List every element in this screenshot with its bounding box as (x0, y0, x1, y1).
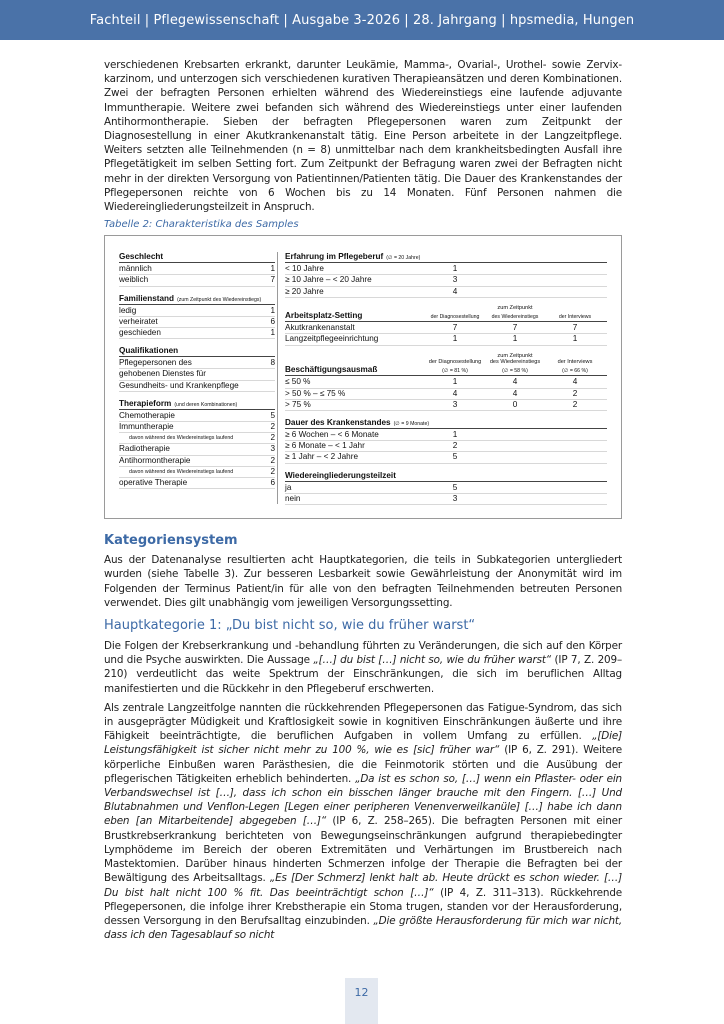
table-row: Immuntherapie 2 (119, 422, 275, 433)
sample-characteristics-table (104, 235, 622, 519)
table-row: > 75 % 3 0 2 (285, 400, 607, 411)
paragraph-1: Die Folgen der Krebserkrankung und -behandlung führten zu Veränderungen, die sich auf den Körper und die Psyche auswirkten. Die Aussage „[…] du bist […] nicht so, wie du früher warst“ (IP 7, Z. 209–210) verdeutlicht das weite Spektrum der Einschränkungen, die sich im beruflichen Alltag manifestierten und die Rückkehr in den Pflegeberuf erschwerten. (104, 640, 623, 695)
section-heading: Kategoriensystem (104, 533, 238, 549)
intro-paragraph: verschiedenen Krebsarten erkrankt, darunter Leukämie, Mamma-, Ovarial-, Urothel- sowie Zervix-karzinom, und unterzogen sich verschiedenen kurativen Therapieansätzen und deren Kombinationen. Zwei der befragten Personen erhielten während des Wiedereinstiegs eine laufende adjuvante Immuntherapie. Weitere zwei befanden sich während des Wiedereinstiegs unter einer laufenden Antihormontherapie. Sieben der befragten Pflegepersonen waren zum Zeitpunkt der Diagnosestellung in einer Akutkrankenanstalt tätig. Eine Person arbeitete in der Langzeitpflege. Weiters setzten alle Teilnehmenden (n = 8) unmittelbar nach dem krankheitsbedingten Ausfall ihre Pflegetätigkeit im selben Setting fort. Zum Zeitpunkt der Befragung waren zwei der Befragten nicht mehr in der direkten Versorgung von Patientinnen/Patienten tätig. Die Dauer des Krankenstandes der Pflegepersonen reichte von 6 Wochen bis zu 14 Monaten. Fünf Personen nahmen die Wiedereingliederungsteilzeit in Anspruch. (104, 59, 622, 214)
table-row: > 50 % – ≤ 75 % 4 4 2 (285, 389, 607, 400)
erfahrung-heading: Erfahrung im Pflegeberuf (∅ = 20 Jahre) (285, 252, 607, 263)
quote: „[Die] Leistungsfähigkeit ist sicher nicht mehr zu 100 %, wie es [sic] früher war“ (104, 730, 622, 757)
quote: „Es [Der Schmerz] lenkt halt ab. Heute drückt es schon wieder. […] Du bist halt nicht 100 % fit. Das beeinträchtigt schon […]“ (104, 872, 623, 899)
table-row: Langzeitpflegeeinrichtung 1 1 1 (285, 334, 607, 345)
table-row: weiblich 7 (119, 275, 275, 286)
table-row: Chemotherapie 5 (119, 411, 275, 422)
page-number: 12 (345, 978, 378, 1024)
paragraph-2: Als zentrale Langzeitfolge nannten die rückkehrenden Pflegepersonen das Fatigue-Syndrom, das sich in ausgeprägter Müdigkeit und Kraftlosigkeit sowie in kognitiven Einschränkungen äußerte und ihre Fähigkeit beeinträchtigte, die beruflichen Aufgaben in vollem Umfang zu erfüllen. „[Die] Leistungsfähigkeit ist sicher nicht mehr zu 100 %, wie es [sic] früher war“ (IP 6, Z. 291). Weitere körperliche Einbußen waren Parästhesien, die die Feinmotorik störten und die Ausübung der pflegerischen Tätigkeiten erheblich behinderten. „Da ist es schon so, […] wenn ein Pflaster- oder ein Verbandswechsel ist […], dass ich schon ein bisschen länger brauche mit den Fingern. […] Und Blutabnahmen und Venflon-Legen [Legen einer peripheren Venenverweilkanüle] […] habe ich dann eben [an Mitarbeitende] abgegeben […]“ (IP 6, Z. 258–265). Die befragten Personen mit einer Brustkrebserkrankung berichteten von Bewegungseinschränkungen aufgrund therapiebedingter Lymphödeme im Bereich der oberen Extremitäten und Verhärtungen im Brustbereich nach Mastektomien. Darüber hinaus hinderten Schmerzen infolge der Therapie die Befragten bei der Bewältigung des Arbeitsalltags. „Es [Der Schmerz] lenkt halt ab. Heute drückt es schon wieder. […] Du bist halt nicht 100 % fit. Das beeinträchtigt schon […]“ (IP 4, Z. 311–313). Rückkehrende Pflegepersonen, die infolge ihrer Krebstherapie ein Stoma trugen, standen vor der Herausforderung, dessen Versorgung in den Berufsalltag einzubinden. „Die größte Herausforderung für mich war nicht, dass ich den Tagesablauf so nicht (104, 701, 623, 942)
table-caption: Tabelle 2: Charakteristika des Samples (104, 219, 299, 231)
arbeitsplatz-column-header-top: zum Zeitpunkt (497, 304, 533, 311)
table-row: operative Therapie 6 (119, 478, 275, 489)
table-row: Antihormontherapie 2 (119, 456, 275, 467)
table-row: ≥ 10 Jahre – < 20 Jahre 3 (285, 275, 607, 286)
table-row: ≤ 50 % 1 4 4 (285, 377, 607, 388)
familienstand-heading: Familienstand (zum Zeitpunkt des Wiedereinstiegs) (119, 294, 275, 305)
running-header (0, 0, 724, 40)
table-row: verheiratet 6 (119, 317, 275, 328)
arbeitsplatz-heading: Arbeitsplatz-Setting der Diagnosestellung des Wiedereinstiegs der Interviews (285, 311, 607, 322)
quote: „Da ist es schon so, […] wenn ein Pflaster- oder ein Verbandswechsel ist […], dass ich schon ein bisschen länger brauche mit den Fingern. […] Und Blutabnahmen und Venflon-Legen [Legen einer peripheren Venenverweilkanüle] […] habe ich dann eben [an Mitarbeitende] abgegeben […]“ (104, 772, 622, 828)
table-column-divider (277, 252, 278, 504)
table-row: ≥ 20 Jahre 4 (285, 287, 607, 298)
table-row: Pflegepersonen des 8 (119, 358, 275, 369)
geschlecht-heading: Geschlecht (119, 252, 275, 263)
table-row: ≥ 6 Wochen – < 6 Monate 1 (285, 430, 607, 441)
krankenstand-heading: Dauer des Krankenstandes (∅ = 9 Monate) (285, 418, 607, 429)
section-paragraph: Aus der Datenanalyse resultierten acht Hauptkategorien, die teils in Subkategorien untergliedert wurden (siehe Tabelle 3). Zur besseren Lesbarkeit sowie Gewährleistung der Anonymität wird im Folgenden der Terminus Patient/in für alle von den befragten Teilnehmenden betreuten Personen verwendet. Dies gilt unabhängig vom jeweiligen Versorgungssetting. (104, 554, 622, 609)
table-row: gehobenen Dienstes für (119, 369, 275, 380)
table-row: geschieden 1 (119, 328, 275, 339)
table-right-column (285, 252, 607, 505)
table-row: < 10 Jahre 1 (285, 264, 607, 275)
beschaeftigung-column-header: der Diagnosestellung des Wiedereinstiegs der Interviews (428, 359, 593, 366)
beschaeftigung-heading: Beschäftigungsausmaß (∅ = 81 %) (∅ = 58 %) (∅ = 66 %) (285, 365, 607, 376)
table-row: ≥ 1 Jahr – < 2 Jahre 5 (285, 452, 607, 463)
table-row: Gesundheits- und Krankenpflege (119, 381, 275, 392)
table-row: ja 5 (285, 483, 607, 494)
table-row: Radiotherapie 3 (119, 444, 275, 455)
therapieform-heading: Therapieform (und deren Kombinationen) (119, 399, 275, 410)
beschaeftigung-column-header-top: zum Zeitpunkt (497, 352, 533, 359)
table-row: ledig 1 (119, 306, 275, 317)
table-row: Akutkrankenanstalt 7 7 7 (285, 323, 607, 334)
table-left-column (119, 252, 275, 489)
running-title: Fachteil | Pflegewissenschaft | Ausgabe 3-2026 | 28. Jahrgang | hpsmedia, Hungen (89, 12, 635, 28)
table-row: davon während des Wiedereinstiegs laufend 2 (119, 433, 275, 444)
quote: „Die größte Herausforderung für mich war nicht, dass ich den Tagesablauf so nicht (104, 914, 623, 942)
quote: „[…] du bist […] nicht so, wie du früher warst“ (313, 654, 552, 667)
subsection-heading: Hauptkategorie 1: „Du bist nicht so, wie du früher warst“ (104, 618, 476, 634)
table-row: davon während des Wiedereinstiegs laufend 2 (119, 467, 275, 478)
table-row: männlich 1 (119, 264, 275, 275)
qualifikationen-heading: Qualifikationen (119, 346, 275, 357)
table-row: ≥ 6 Monate – < 1 Jahr 2 (285, 441, 607, 452)
article-body (104, 58, 622, 942)
wiedereingliederung-heading: Wiedereingliederungsteilzeit (285, 471, 607, 482)
table-row: nein 3 (285, 494, 607, 505)
